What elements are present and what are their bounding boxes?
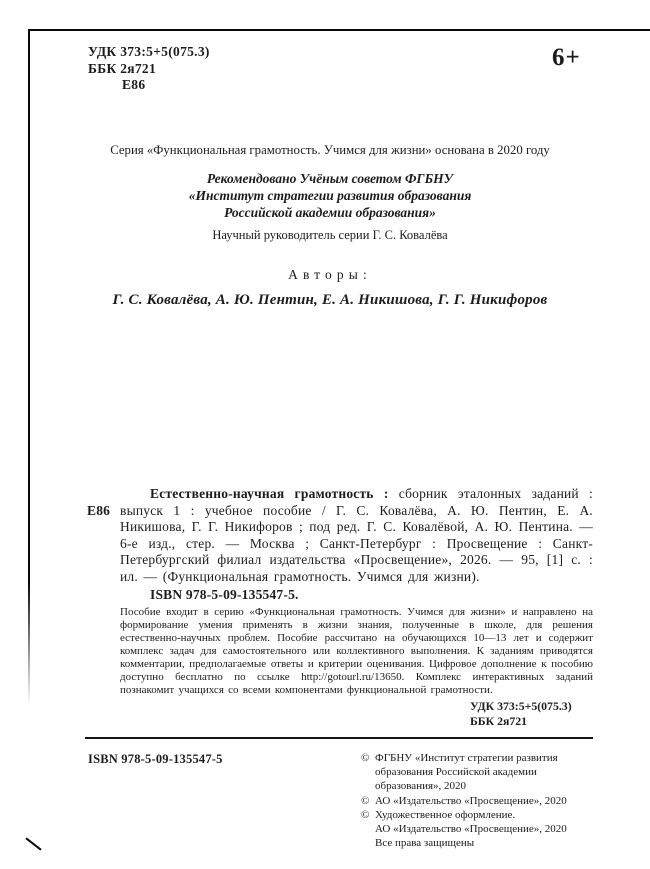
age-rating-badge: 6+ [552, 44, 581, 71]
bbk-code: ББК 2я721 [88, 60, 157, 76]
recommendation-block [60, 170, 600, 221]
copyright-text: Художественное оформление. АО «Издательство «Просвещение», 2020 Все права защищены [375, 808, 567, 850]
udk-code: УДК 373:5+5(075.3) [88, 44, 210, 59]
recommendation-line-2: «Институт стратегии развития образования [188, 188, 472, 203]
copyright-text: АО «Издательство «Просвещение», 2020 [375, 794, 567, 807]
footer-divider [85, 737, 593, 739]
annotation-text: Пособие входит в серию «Функциональная грамотность. Учимся для жизни» и направлено на формирование умения применять в жизни знания, полученные в школе, для решения естественно-научных проблем. Пособие рассчитано на обучающихся 10—13 лет и содержит комплекс задач для самостоятельного или коллективного выполнения. К заданиям приводятся комментарии, предполагаемые ответы и критерии оценивания. Цифровое дополнение к пособию доступно бесплатно по ссылке http://gotourl.ru/13650. Комплекс интерактивных заданий познакомит учащихся со всеми компонентами функциональной грамотности. [120, 606, 593, 696]
authors-names: Г. С. Ковалёва, А. Ю. Пентин, Е. А. Никишова, Г. Г. Никифоров [112, 292, 548, 308]
classification-block [88, 44, 210, 94]
scan-edge-left-line [28, 29, 30, 705]
scan-mark-bottom-left [25, 837, 41, 850]
recommendation-line-1: Рекомендовано Учёным советом ФГБНУ [206, 171, 454, 186]
catalog-isbn: ISBN 978-5-09-135547-5. [150, 587, 299, 602]
copyright-block [361, 751, 594, 850]
copyright-entry-institute [361, 751, 594, 794]
recommendation-line-3: Российской академии образования» [224, 205, 436, 220]
authors-heading: Авторы: [288, 267, 372, 282]
catalog-column [87, 486, 593, 728]
footer-isbn: ISBN 978-5-09-135547-5 [88, 752, 223, 766]
copyright-entry-publisher [361, 794, 594, 808]
author-sign-code: Е86 [122, 77, 146, 92]
copyright-entry-design [361, 808, 594, 851]
copyright-symbol: © [361, 808, 370, 821]
udk-footer-code: УДК 373:5+5(075.3) [470, 699, 572, 713]
catalog-description: сборник эталонных заданий : выпуск 1 : учебное пособие / Г. С. Ковалёва, А. Ю. Пентин, Е. А. Никишова, Г. Г. Никифоров ; под ред. Г. С. Ковалёвой, А. Ю. Пентина. — 6-е изд., стер. — Москва ; Санкт-Петербург : Просвещение : Санкт-Петербургский филиал издательства «Просвещение», 2026. — 95, [1] с. : ил. — (Функциональная грамотность. Учимся для жизни). [120, 486, 593, 584]
classification-footer-block [470, 699, 593, 728]
catalog-title-lead: Естественно-научная грамотность : [150, 486, 389, 501]
copyright-text: ФГБНУ «Институт стратегии развития образования Российской академии образования», 2020 [375, 752, 558, 793]
bbk-footer-code: ББК 2я721 [470, 713, 528, 728]
catalog-author-sign: Е86 [87, 502, 111, 518]
catalog-entry [87, 486, 593, 585]
series-supervisor-line: Научный руководитель серии Г. С. Ковалёва [212, 228, 448, 242]
scan-edge-top-line [28, 29, 650, 31]
series-founded-line: Серия «Функциональная грамотность. Учимся для жизни» основана в 2020 году [110, 143, 550, 157]
copyright-symbol: © [361, 752, 370, 764]
copyright-symbol: © [361, 794, 370, 807]
